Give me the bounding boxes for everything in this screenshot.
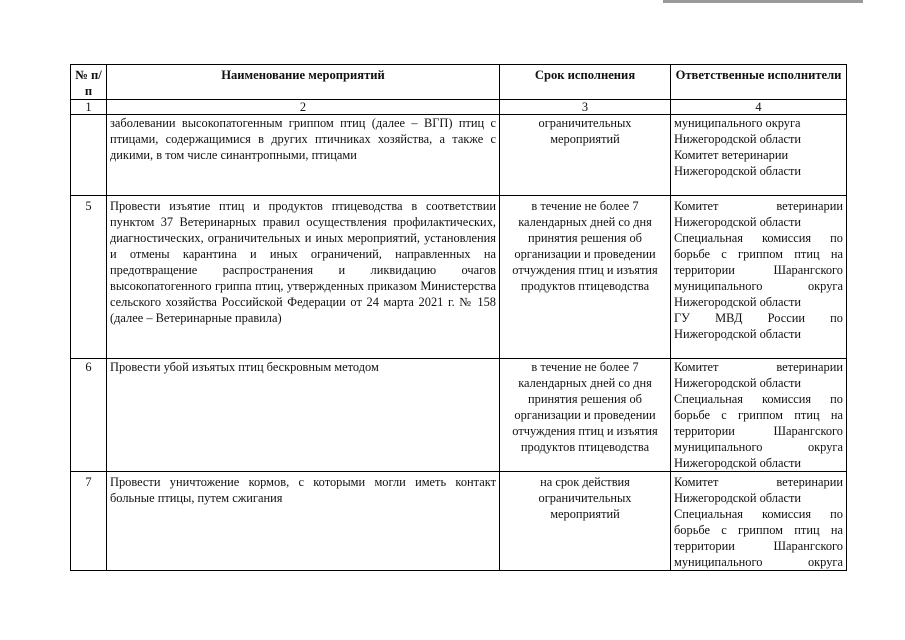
responsible-line: Нижегородской области bbox=[674, 295, 802, 309]
responsible-line: муниципального округа bbox=[674, 279, 843, 293]
responsible-line: Специальная комиссия по bbox=[674, 507, 843, 521]
measure-name: Провести изъятие птиц и продуктов птицеводства в соответствии пунктом 37 Ветеринарных правил осуществления профилактических, диагностических, ограничительных и иных мероприятий, установления и отмены карантина и иных ограничений, направленных на предотвращение распространения и ликвидацию очагов высокопатогенного гриппа птиц, утвержденных приказом Министерства сельского хозяйства Российской Федерации от 24 марта 2021 г. № 158 (далее – Ветеринарные правила) bbox=[107, 196, 500, 359]
responsible-line: муниципального округа bbox=[674, 116, 801, 130]
header-measure-name: Наименование мероприятий bbox=[107, 65, 500, 100]
header-deadline: Срок исполнения bbox=[500, 65, 671, 100]
responsible-line: муниципального округа bbox=[674, 555, 843, 569]
responsible-line: территории Шарангского bbox=[674, 424, 843, 438]
measure-name: заболевании высокопатогенным гриппом птиц (далее – ВГП) птиц с птицами, содержащимися в других птичниках хозяйства, а также с дикими, в том числе синантропными, птицами bbox=[107, 115, 500, 196]
responsible-line: Комитет ветеринарии bbox=[674, 475, 843, 489]
deadline: в течение не более 7 календарных дней со дня принятия решения об организации и проведении отчуждения птиц и изъятия продуктов птицеводства bbox=[500, 196, 671, 359]
table-row bbox=[71, 359, 847, 472]
responsible-line: муниципального округа bbox=[674, 440, 843, 454]
column-index: 2 bbox=[107, 100, 500, 115]
responsible-line: Нижегородской области bbox=[674, 215, 802, 229]
deadline: ограничительных мероприятий bbox=[500, 115, 671, 196]
table-row bbox=[71, 196, 847, 359]
responsible bbox=[671, 196, 847, 359]
responsible-line: Нижегородской области bbox=[674, 327, 802, 341]
table-row bbox=[71, 115, 847, 196]
responsible-line: борьбе с гриппом птиц на bbox=[674, 247, 843, 261]
responsible-line: Специальная комиссия по bbox=[674, 231, 843, 245]
responsible-line: ГУ МВД России по bbox=[674, 311, 843, 325]
scan-artifact-line bbox=[663, 0, 863, 3]
column-index: 1 bbox=[71, 100, 107, 115]
responsible-line: борьбе с гриппом птиц на bbox=[674, 523, 843, 537]
measure-name: Провести убой изъятых птиц бескровным методом bbox=[107, 359, 500, 472]
responsible bbox=[671, 115, 847, 196]
responsible bbox=[671, 359, 847, 472]
column-index: 3 bbox=[500, 100, 671, 115]
column-index-row bbox=[71, 100, 847, 115]
responsible-line: Комитет ветеринарии bbox=[674, 199, 843, 213]
measure-name: Провести уничтожение кормов, с которыми могли иметь контакт больные птицы, путем сжигания bbox=[107, 472, 500, 571]
responsible-line: Нижегородской области bbox=[674, 376, 802, 390]
responsible-line: Комитет ветеринарии bbox=[674, 360, 843, 374]
responsible bbox=[671, 472, 847, 571]
responsible-line: Нижегородской области bbox=[674, 491, 802, 505]
table-row bbox=[71, 472, 847, 571]
row-number: 5 bbox=[71, 196, 107, 359]
responsible-line: Комитет ветеринарии bbox=[674, 148, 789, 162]
responsible-line: территории Шарангского bbox=[674, 263, 843, 277]
header-responsible: Ответственные исполнители bbox=[671, 65, 847, 100]
responsible-line: Нижегородской области bbox=[674, 164, 802, 178]
responsible-line: Нижегородской области bbox=[674, 456, 802, 470]
row-number: 6 bbox=[71, 359, 107, 472]
column-index: 4 bbox=[671, 100, 847, 115]
responsible-line: Нижегородской области bbox=[674, 132, 802, 146]
deadline: на срок действия ограничительных мероприятий bbox=[500, 472, 671, 571]
deadline: в течение не более 7 календарных дней со дня принятия решения об организации и проведении отчуждения птиц и изъятия продуктов птицеводства bbox=[500, 359, 671, 472]
row-number: 7 bbox=[71, 472, 107, 571]
responsible-line: территории Шарангского bbox=[674, 539, 843, 553]
table-header-row bbox=[71, 65, 847, 100]
header-number: № п/п bbox=[71, 65, 107, 100]
measures-table bbox=[70, 64, 847, 571]
responsible-line: борьбе с гриппом птиц на bbox=[674, 408, 843, 422]
responsible-line: Специальная комиссия по bbox=[674, 392, 843, 406]
row-number bbox=[71, 115, 107, 196]
